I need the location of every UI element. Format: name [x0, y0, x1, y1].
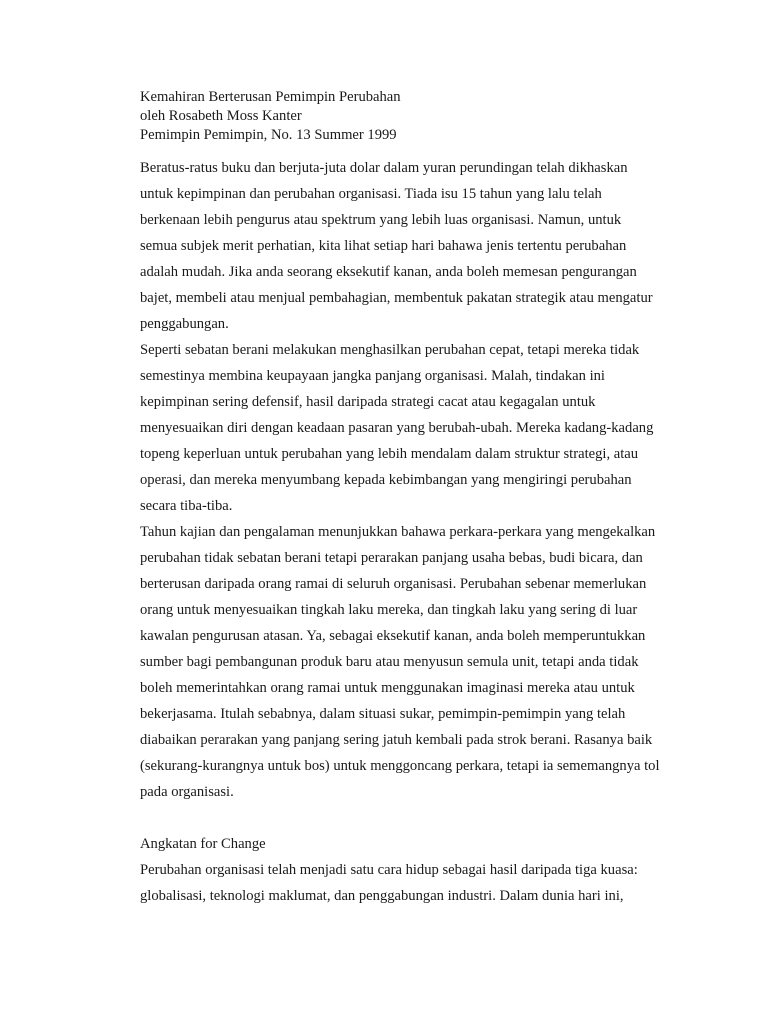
text-line: kawalan pengurusan atasan. Ya, sebagai eksekutif kanan, anda boleh memperuntukkan	[140, 628, 646, 644]
section-heading-text: Angkatan for Change	[140, 836, 266, 852]
text-line: semestinya membina keupayaan jangka panjang organisasi. Malah, tindakan ini	[140, 368, 605, 384]
text-line: boleh memerintahkan orang ramai untuk menggunakan imaginasi mereka atau untuk	[140, 680, 635, 696]
text-line: Tahun kajian dan pengalaman menunjukkan bahawa perkara-perkara yang mengekalkan	[140, 524, 656, 540]
text-line: orang untuk menyesuaikan tingkah laku mereka, dan tingkah laku yang sering di luar	[140, 602, 638, 618]
text-line: (sekurang-kurangnya untuk bos) untuk menggoncang perkara, tetapi ia sememangnya tol	[140, 758, 660, 774]
text-line: berkenaan lebih pengurus atau spektrum yang lebih luas organisasi. Namun, untuk	[140, 212, 622, 228]
text-line: pada organisasi.	[140, 784, 234, 800]
text-line: penggabungan.	[140, 316, 229, 332]
document-source: Pemimpin Pemimpin, No. 13 Summer 1999	[140, 127, 397, 143]
text-line: globalisasi, teknologi maklumat, dan penggabungan industri. Dalam dunia hari ini,	[140, 888, 624, 904]
text-line: semua subjek merit perhatian, kita lihat setiap hari bahawa jenis tertentu perubahan	[140, 238, 627, 254]
document-title: Kemahiran Berterusan Pemimpin Perubahan	[140, 89, 401, 105]
text-line: untuk kepimpinan dan perubahan organisasi. Tiada isu 15 tahun yang lalu telah	[140, 186, 602, 202]
document-header	[140, 88, 680, 145]
section-heading	[140, 831, 680, 857]
text-line: secara tiba-tiba.	[140, 498, 233, 514]
text-line: Seperti sebatan berani melakukan menghasilkan perubahan cepat, tetapi mereka tidak	[140, 342, 640, 358]
text-line: berterusan daripada orang ramai di seluruh organisasi. Perubahan sebenar memerlukan	[140, 576, 647, 592]
text-line: operasi, dan mereka menyumbang kepada kebimbangan yang mengiringi perubahan	[140, 472, 632, 488]
text-line: Beratus-ratus buku dan berjuta-juta dolar dalam yuran perundingan telah dikhaskan	[140, 160, 628, 176]
paragraph-1	[140, 155, 680, 337]
paragraph-gap	[140, 805, 680, 831]
text-line: topeng keperluan untuk perubahan yang lebih mendalam dalam struktur strategi, atau	[140, 446, 639, 462]
paragraph-2	[140, 337, 680, 519]
text-line: diabaikan perarakan yang panjang sering jatuh kembali pada strok berani. Rasanya baik	[140, 732, 653, 748]
section-paragraph	[140, 857, 680, 909]
text-line: kepimpinan sering defensif, hasil daripada strategi cacat atau kegagalan untuk	[140, 394, 596, 410]
text-line: perubahan tidak sebatan berani tetapi perarakan panjang usaha bebas, budi bicara, dan	[140, 550, 643, 566]
text-line: Perubahan organisasi telah menjadi satu cara hidup sebagai hasil daripada tiga kuasa:	[140, 862, 638, 878]
document-body	[140, 155, 680, 909]
text-line: bekerjasama. Itulah sebabnya, dalam situasi sukar, pemimpin-pemimpin yang telah	[140, 706, 626, 722]
text-line: sumber bagi pembangunan produk baru atau menyusun semula unit, tetapi anda tidak	[140, 654, 639, 670]
text-line: bajet, membeli atau menjual pembahagian, membentuk pakatan strategik atau mengatur	[140, 290, 653, 306]
text-line: menyesuaikan diri dengan keadaan pasaran yang berubah-ubah. Mereka kadang-kadang	[140, 420, 654, 436]
paragraph-3	[140, 519, 680, 805]
text-line: adalah mudah. Jika anda seorang eksekutif kanan, anda boleh memesan pengurangan	[140, 264, 637, 280]
document-author: oleh Rosabeth Moss Kanter	[140, 108, 302, 124]
